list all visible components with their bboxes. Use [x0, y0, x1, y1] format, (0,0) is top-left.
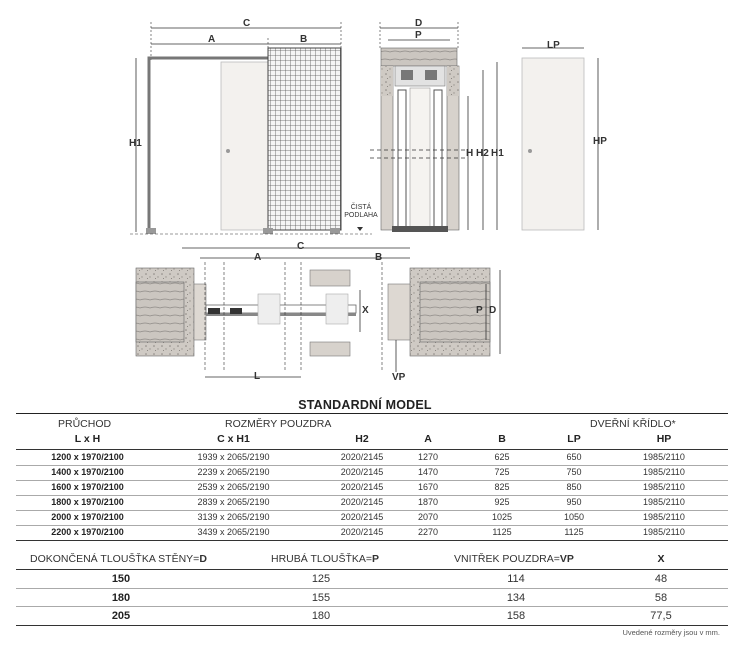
cell: 48	[654, 573, 668, 585]
side-section	[370, 22, 497, 232]
table-row	[16, 510, 728, 524]
cell: 1400 x 1970/2100	[51, 467, 124, 477]
dim-label-p: P	[415, 30, 422, 41]
cell: 1985/2110	[643, 527, 685, 537]
cell: 1939 x 2065/2190	[197, 452, 270, 462]
cell: 1470	[417, 467, 439, 477]
dim-label-h: H	[466, 148, 474, 159]
cell: 2020/2145	[340, 467, 384, 477]
cell: 114	[507, 573, 525, 585]
cell: 180	[111, 592, 131, 604]
cell: 180	[311, 610, 331, 622]
header-vp-key: VP	[559, 553, 574, 565]
table-row	[16, 450, 728, 464]
cell: 125	[311, 573, 331, 585]
cell: 950	[566, 497, 582, 507]
cell: 155	[311, 592, 331, 604]
cell: 2000 x 1970/2100	[51, 512, 124, 522]
col-hp: HP	[656, 433, 672, 445]
cell: 77,5	[650, 610, 672, 622]
dim-label-h2: H2	[476, 148, 489, 159]
cell: 625	[494, 452, 510, 462]
cell: 1025	[491, 512, 513, 522]
cell: 58	[654, 592, 668, 604]
cell: 725	[494, 467, 510, 477]
cell: 1050	[563, 512, 585, 522]
plan-label-c: C	[297, 241, 305, 252]
group-header-pocket: ROZMĚRY POUZDRA	[225, 418, 332, 430]
cell: 1125	[492, 527, 512, 537]
header-vp	[454, 553, 574, 565]
dim-label-h1: H1	[129, 138, 142, 149]
cell: 2020/2145	[340, 482, 384, 492]
finished-floor-line1: ČISTÁ	[350, 204, 372, 211]
front-elevation	[130, 22, 372, 234]
header-p-key: P	[372, 553, 380, 565]
column-header-row	[16, 432, 728, 446]
cell: 1870	[417, 497, 439, 507]
col-lp: LP	[567, 433, 581, 445]
thickness-header-row	[16, 551, 728, 571]
thickness-row	[16, 606, 728, 626]
cell: 1125	[564, 527, 584, 537]
cell: 2839 x 2065/2190	[197, 497, 270, 507]
dim-label-h1-section: H1	[491, 148, 504, 159]
table-row	[16, 480, 728, 494]
header-d	[30, 553, 207, 565]
thickness-row	[16, 588, 728, 608]
dim-label-lp: LP	[547, 40, 560, 51]
cell: 1670	[417, 482, 439, 492]
thickness-row	[16, 569, 728, 589]
cell: 2020/2145	[340, 512, 384, 522]
units-note: Uvedené rozměry jsou v mm.	[622, 628, 720, 637]
cell: 650	[566, 452, 582, 462]
col-cxh1: C x H1	[217, 433, 250, 445]
plan-label-b: B	[375, 252, 383, 263]
cell: 2270	[417, 527, 439, 537]
col-a: A	[424, 433, 432, 445]
plan-label-d: D	[489, 305, 497, 316]
header-d-text: DOKONČENÁ TLOUŠŤKA STĚNY=	[30, 553, 200, 565]
col-lxh: L x H	[74, 433, 101, 445]
cell: 750	[566, 467, 582, 477]
dim-label-a: A	[208, 34, 216, 45]
cell: 2020/2145	[340, 497, 384, 507]
header-p	[271, 553, 379, 565]
cell: 2020/2145	[340, 527, 384, 537]
cell: 1985/2110	[643, 512, 685, 522]
plan-label-x: X	[362, 305, 369, 316]
cell: 1200 x 1970/2100	[51, 452, 124, 462]
header-d-key: D	[199, 553, 207, 565]
cell: 158	[506, 610, 526, 622]
cell: 1600 x 1970/2100	[51, 482, 124, 492]
table-title: STANDARDNÍ MODEL	[298, 398, 432, 412]
cell: 850	[566, 482, 582, 492]
cell: 1985/2110	[643, 452, 685, 462]
finished-floor-label	[344, 204, 378, 220]
cell: 3139 x 2065/2190	[197, 512, 270, 522]
cell: 1985/2110	[643, 482, 685, 492]
cell: 1270	[417, 452, 439, 462]
finished-floor-line2: PODLAHA	[344, 212, 378, 219]
cell: 2070	[417, 512, 439, 522]
cell: 2020/2145	[340, 452, 384, 462]
cell: 2200 x 1970/2100	[51, 527, 124, 537]
header-vp-text: VNITŘEK POUZDRA=	[454, 553, 560, 565]
cell: 1985/2110	[643, 467, 685, 477]
title-rule	[16, 413, 728, 414]
dim-label-b: B	[300, 34, 308, 45]
header-x: X	[657, 553, 665, 565]
col-h2: H2	[355, 433, 369, 445]
cell: 2539 x 2065/2190	[197, 482, 270, 492]
group-header-door-leaf: DVEŘNÍ KŘÍDLO*	[590, 418, 676, 430]
header-p-text: HRUBÁ TLOUŠŤKA=	[271, 553, 373, 565]
cell: 134	[506, 592, 526, 604]
cell: 205	[111, 610, 131, 622]
cell: 925	[494, 497, 510, 507]
table-row	[16, 525, 728, 539]
table-row	[16, 495, 728, 509]
dim-label-d: D	[415, 18, 423, 29]
door-leaf-elevation	[522, 48, 598, 230]
plan-label-vp: VP	[392, 372, 406, 383]
cell: 150	[111, 573, 131, 585]
table-bottom-rule	[16, 540, 728, 541]
cell: 1800 x 1970/2100	[51, 497, 124, 507]
dim-label-hp: HP	[593, 136, 607, 147]
cell: 825	[494, 482, 510, 492]
plan-label-p: P	[476, 305, 483, 316]
table-row	[16, 465, 728, 479]
plan-label-a: A	[254, 252, 262, 263]
cell: 2239 x 2065/2190	[197, 467, 270, 477]
col-b: B	[498, 433, 506, 445]
cell: 1985/2110	[643, 497, 685, 507]
thickness-bottom-rule	[16, 625, 728, 626]
cell: 3439 x 2065/2190	[197, 527, 270, 537]
plan-view	[136, 248, 500, 377]
group-header-opening: PRŮCHOD	[58, 418, 112, 430]
plan-label-l: L	[254, 371, 261, 382]
dim-label-c: C	[243, 18, 251, 29]
